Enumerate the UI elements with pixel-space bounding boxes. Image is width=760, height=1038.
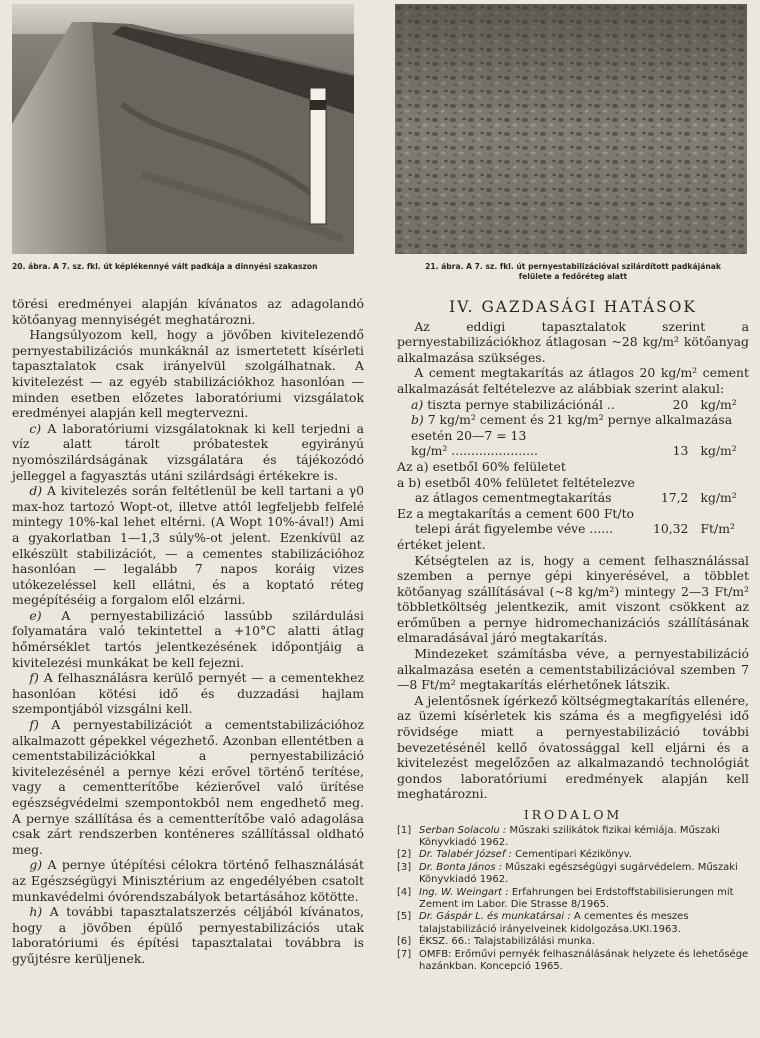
reference-number: [5]: [397, 911, 412, 923]
section-title: IV. GAZDASÁGI HATÁSOK: [449, 298, 697, 316]
paragraph: A jelentősnek ígérkező költségmegtakarítás ellenére, az üzemi kísérletek kis száma és a megfigyelési idő rövidsége miatt a pernyestabilizáció további bevezetésénél kellő óvatossággal kell eljárni és a kivitelezést megelőzően az alkalmazandó technológiát gondos laboratóriumi eredmények alapján kell meghatározni.: [397, 692, 749, 802]
item-label: e): [29, 607, 42, 623]
figure-21-caption-line2: felülete a fedőréteg alatt: [518, 272, 628, 281]
reference-item: [397, 949, 749, 974]
reference-number: [2]: [397, 849, 412, 861]
paragraph-text: törési eredményei alapján kívánatos az adagolandó kötőanyag mennyiségét meghatározni.: [12, 296, 364, 327]
calc-value: 10,32: [652, 521, 689, 537]
figure-20-photo: [12, 4, 354, 254]
calc-unit: Ft/m²: [700, 521, 735, 537]
calc-value: 17,2: [660, 490, 689, 506]
calc-text: 7 kg/m² cement és 21 kg/m² pernye alkalmazása esetén 20—7 = 13: [411, 412, 733, 443]
paragraph: [12, 296, 364, 327]
item-label: a): [411, 396, 424, 412]
item-label: d): [29, 483, 43, 499]
calc-unit: kg/m²: [700, 396, 737, 412]
reference-item: [397, 911, 749, 936]
reference-author: Dr. Gáspár L. és munkatársai :: [419, 911, 571, 923]
reference-text: Cementipari Kézikönyv.: [515, 849, 633, 861]
reference-number: [7]: [397, 948, 412, 960]
paragraph: Mindezeket számításba véve, a pernyestabilizáció alkalmazása esetén a cementstabilizációval szemben 7—8 Ft/m² megtakarítás elérhetőnek látszik.: [397, 646, 749, 693]
paragraph-text: Hangsúlyozom kell, hogy a jövőben kivitelezendő pernyestabilizációs munkáknál az ismertetett kísérleti tapasztalatok csak irányelvül szolgálhatnak. A kivitelezést — az egyéb stabilizációkhoz hasonlóan — minden esetben előzetes laboratóriumi vizsgálatok eredményei alapján kell megtervezni.: [12, 327, 364, 421]
calc-text: az átlagos cementmegtakarítás: [415, 490, 612, 506]
calc-row: [397, 459, 749, 475]
paragraph-text: A pernye útépítési célokra történő felhasználását az Egészségügyi Minisztérium az engedélyében csatolt munkavédelmi óvórendszabályok betartásához kötötte.: [12, 857, 364, 904]
calc-row: [397, 521, 749, 537]
calc-row: [397, 397, 749, 413]
reference-author: Serban Solacolu :: [419, 824, 507, 836]
paragraph: [12, 670, 364, 717]
right-text-column: [397, 296, 749, 973]
reference-author: Dr. Bonta János :: [419, 861, 503, 873]
calc-value: 13: [672, 443, 689, 459]
calc-unit: kg/m²: [700, 490, 737, 506]
item-label: c): [29, 420, 42, 436]
figure-21-caption: [398, 262, 748, 282]
calc-row: [397, 475, 749, 491]
calc-value: 20: [672, 396, 689, 412]
calc-row: [397, 506, 749, 522]
references-list: [397, 825, 749, 974]
paragraph: Kétségtelen az is, hogy a cement felhasználással szemben a pernye gépi kinyerésével, a többlet kötőanyag szállításával (~8 kg/m²) mintegy 2—3 Ft/m² többletköltség jelentkezik, amit viszont csökkent az erőműben a pernye hidromechanizációs szállításának elmaradásával járó megtakarítás.: [397, 552, 749, 646]
calc-text: Az a) esetből 60% felületet: [397, 458, 566, 474]
paragraph-text: A felhasználásra kerülő pernyét — a cementekhez hasonlóan kötési idő és duzzadási hajlam szempontjából vizsgálni kell.: [12, 670, 364, 717]
figure-21-caption-line1: 21. ábra. A 7. sz. fkl. út pernyestabilizációval szilárdított padkájának: [425, 262, 721, 271]
reference-text: Műszaki szilikátok fizikai kémiája. Műszaki Könyvkiadó 1962.: [419, 824, 720, 848]
paragraph-text: A pernyestabilizáció lassúbb szilárdulási folyamatára való tekintettel a +10°C alatti átlag hőmérséklet tartós jelentkezésének időpontjáig a kivitelezési munkákat be kell fejezni.: [12, 607, 364, 670]
reference-text: Erfahrungen bei Erdstoffstabilisierungen mit Zement im Labor. Die Strasse 8/1965.: [419, 886, 734, 911]
calc-text: tiszta pernye stabilizációnál ..: [427, 396, 615, 412]
reference-item: [397, 825, 749, 850]
paragraph-text: A kivitelezés során feltétlenül be kell tartani a γ0 max-hoz tartozó Wopt-ot, illetve attól legfeljebb felfelé mintegy 10%-kal lehet eltérni. (A Wopt 10%-ával!) Ami a gyakorlatban 1—1,3 súly%-ot jelent. Ezenkívül az elkészült stabilizációt, — a cementes stabilizációhoz hasonlóan — legalább 7 napos koráig vizes utókezeléssel kell ellátni, és a koptató réteg megépítéséig a forgalom elől elzárni.: [12, 483, 364, 608]
left-text-column: [12, 296, 364, 967]
reference-number: [6]: [397, 936, 412, 948]
reference-item: [397, 849, 749, 861]
calc-row: [397, 490, 749, 506]
reference-text: A cementes és meszes talajstabilizáció irányelveinek kidolgozása.UKI.1963.: [419, 911, 689, 935]
paragraph: Az eddigi tapasztalatok szerint a pernyestabilizációkhoz átlagosan ~28 kg/m² kötőanyag alkalmazása szükséges.: [397, 318, 749, 365]
calc-text: kg/m² ......................: [411, 443, 538, 459]
calc-text: Ez a megtakarítás a cement 600 Ft/to: [397, 505, 635, 521]
reference-number: [3]: [397, 861, 412, 873]
item-label: f): [29, 670, 39, 686]
calc-row: [397, 412, 749, 443]
calc-row: [397, 537, 749, 553]
paragraph-text: A pernyestabilizációt a cementstabilizációhoz alkalmazott gépekkel végezhető. Azonban ellentétben a cementstabilizációkkal a pernyestabilizáció kivitelezésénél a pernye kézi erővel történő terítése, vagy a cementterítőbe kézierővel való ürítése egészségvédelmi szempontokból nem engedhető meg. A pernye szállítása és a cementterítőbe való adagolása csak zárt rendszerben konténeres szállítással oldható meg.: [12, 717, 364, 857]
reference-item: [397, 862, 749, 887]
calc-text: telepi árát figyelembe véve ......: [415, 521, 614, 537]
reference-number: [4]: [397, 886, 412, 898]
figure-21-photo: [395, 4, 747, 254]
references-title: IRODALOM: [523, 807, 623, 822]
item-label: f): [29, 717, 39, 733]
paragraph: [12, 608, 364, 670]
reference-text: ÉKSZ. 66.: Talajstabilizálási munka.: [419, 936, 595, 948]
reference-author: Ing. W. Weingart :: [419, 886, 509, 898]
item-label: b): [411, 412, 424, 428]
reference-item: [397, 936, 749, 948]
paragraph: [12, 717, 364, 857]
reference-text: Műszaki egészségügyi sugárvédelem. Műszaki Könyvkiadó 1962.: [419, 861, 738, 886]
reference-item: [397, 887, 749, 912]
paragraph: A cement megtakarítás az átlagos 20 kg/m² cement alkalmazását feltételezve az alábbiak szerint alakul:: [397, 365, 749, 396]
paragraph: [12, 857, 364, 904]
paragraph: [12, 421, 364, 483]
reference-text: OMFB: Erőművi pernyék felhasználásának helyzete és lehetősége hazánkban. Koncepció 1965.: [419, 948, 749, 973]
figure-20-caption: 20. ábra. A 7. sz. fkl. út képlékennyé vált padkája a dinnyési szakaszon: [12, 262, 318, 271]
savings-calculation: [397, 397, 749, 553]
reference-author: Dr. Talabér József :: [419, 849, 512, 861]
calc-unit: kg/m²: [700, 443, 737, 459]
paragraph-text: A további tapasztalatszerzés céljából kívánatos, hogy a jövőben épülő pernyestabilizációs utak laboratóriumi és építési tapasztalatai továbbra is gyűjtésre kerüljenek.: [12, 904, 364, 966]
paragraph-text: A laboratóriumi vizsgálatoknak ki kell terjedni a víz alatt tárolt próbatestek egyirányú nyomószilárdságának vizsgálatára és tájékozódó jelleggel a fagyasztás utáni szilárdsági értékekre is.: [12, 420, 364, 483]
item-label: h): [29, 904, 43, 920]
paragraph: [12, 904, 364, 966]
calc-row: [397, 443, 749, 459]
calc-text: a b) esetből 40% felületet feltételezve: [397, 474, 635, 490]
paragraph: [12, 327, 364, 421]
paragraph: [12, 483, 364, 608]
item-label: g): [29, 857, 43, 873]
calc-text: értéket jelent.: [397, 536, 486, 552]
reference-number: [1]: [397, 824, 412, 836]
